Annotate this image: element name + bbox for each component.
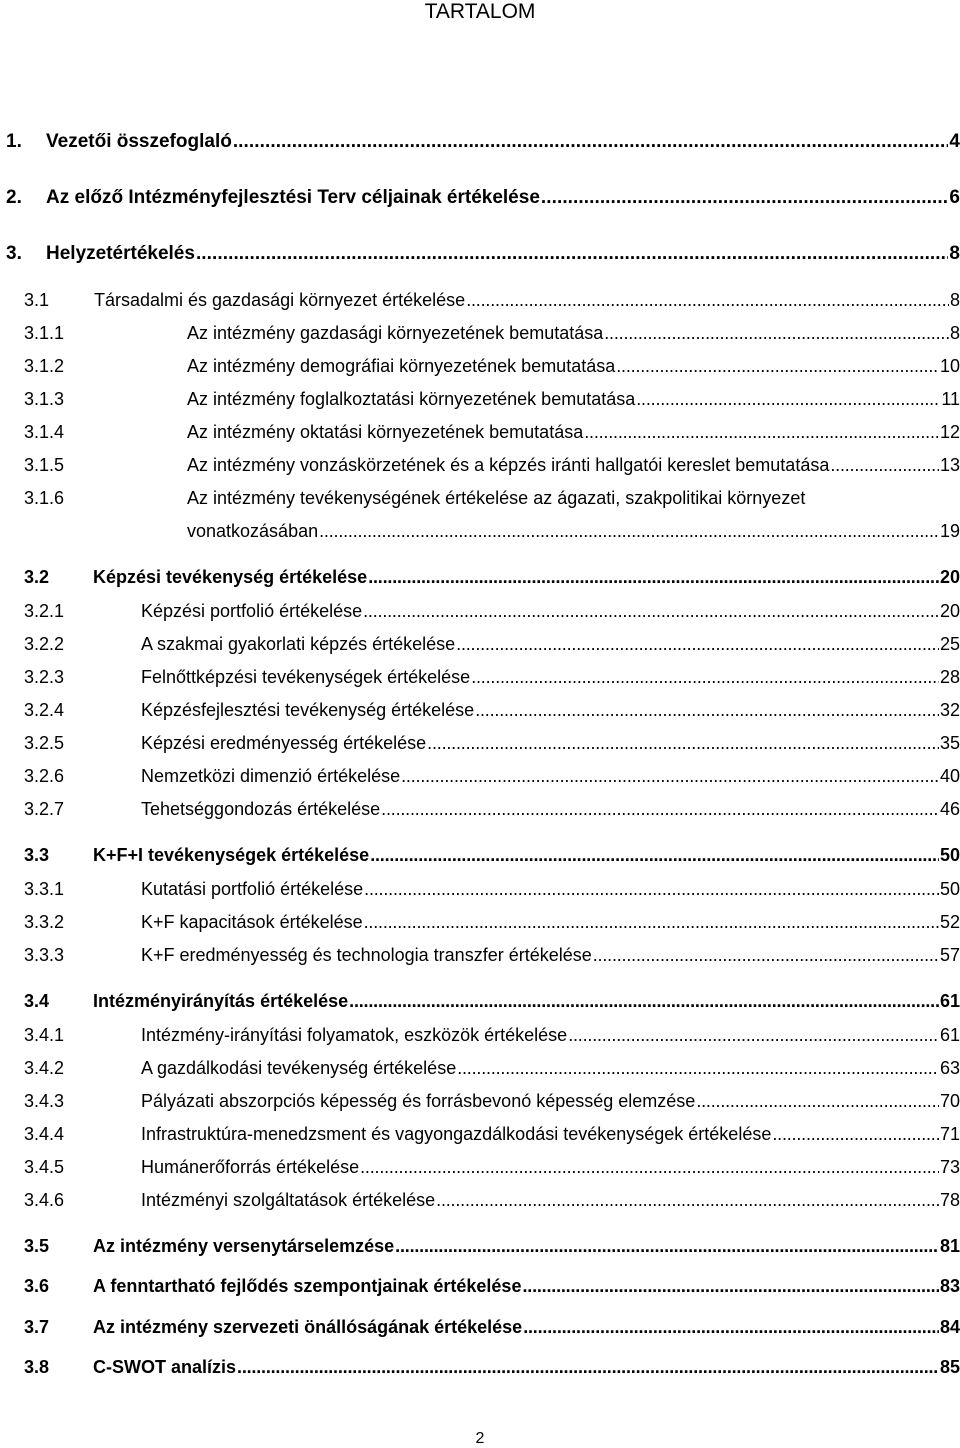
toc-entry[interactable] xyxy=(24,766,960,787)
toc-leader xyxy=(772,1124,939,1145)
toc-entry-number: 3.1.3 xyxy=(24,389,65,409)
toc-entry-number: 3.1.2 xyxy=(24,356,65,376)
toc-entry-title: Az intézmény oktatási környezetének bemutatása xyxy=(187,422,584,442)
toc-entry-number: 3.3.2 xyxy=(24,912,65,932)
toc-entry[interactable] xyxy=(24,1317,960,1338)
toc-entry-title: Az intézmény versenytárselemzése xyxy=(93,1236,395,1256)
toc-entry-page: 85 xyxy=(939,1357,960,1377)
toc-entry-title: Az intézmény demográfiai környezetének bemutatása xyxy=(187,356,616,376)
toc-entry-page: 84 xyxy=(939,1317,960,1337)
toc-entry-title: Infrastruktúra-menedzsment és vagyongazdálkodási tevékenységek értékelése xyxy=(141,1124,772,1144)
toc-leader xyxy=(466,290,949,311)
toc-entry[interactable] xyxy=(24,1190,960,1211)
toc-entry-number: 3.3 xyxy=(24,845,50,865)
toc-entry-page: 52 xyxy=(939,912,960,932)
toc-leader xyxy=(541,187,949,209)
toc-leader xyxy=(360,1157,939,1178)
toc-entry-number: 3.4.1 xyxy=(24,1025,65,1045)
toc-entry-number: 3.1.5 xyxy=(24,455,65,475)
toc-entry-number: 3.2.5 xyxy=(24,733,65,753)
toc-entry-page: 28 xyxy=(939,667,960,687)
toc-entry[interactable] xyxy=(24,700,960,721)
toc-entry-title: Intézmény-irányítási folyamatok, eszközök értékelése xyxy=(141,1025,568,1045)
toc-entry[interactable] xyxy=(24,567,960,588)
toc-entry-title: Helyzetértékelés xyxy=(46,243,195,264)
toc-entry-number: 3.2.2 xyxy=(24,634,65,654)
toc-leader xyxy=(368,567,939,588)
toc-entry-number: 3.2.1 xyxy=(24,601,65,621)
toc-entry-number: 3.4 xyxy=(24,991,50,1011)
toc-leader xyxy=(584,422,939,443)
toc-entry[interactable] xyxy=(24,733,960,754)
toc-entry-number: 3.2.4 xyxy=(24,700,65,720)
toc-entry-title-continued: vonatkozásában xyxy=(187,521,319,541)
toc-leader xyxy=(436,1190,939,1211)
toc-entry-page: 63 xyxy=(939,1058,960,1078)
toc-entry-title: K+F kapacitások értékelése xyxy=(141,912,363,932)
toc-entry-page: 61 xyxy=(939,991,960,1011)
toc-entry-title: K+F+I tevékenységek értékelése xyxy=(93,845,370,865)
toc-entry-page: 35 xyxy=(939,733,960,753)
toc-entry-number: 3.6 xyxy=(24,1276,50,1296)
toc-entry[interactable] xyxy=(24,422,960,443)
toc-entry-number: 3.8 xyxy=(24,1357,50,1377)
toc-entry-page: 8 xyxy=(949,290,960,310)
toc-entry-page: 70 xyxy=(939,1091,960,1111)
toc-leader xyxy=(636,389,940,410)
toc-title: TARTALOM xyxy=(424,0,536,23)
toc-leader xyxy=(604,323,949,344)
toc-leader xyxy=(471,667,939,688)
toc-entry[interactable] xyxy=(24,634,960,655)
toc-entry[interactable] xyxy=(24,601,960,622)
toc-entry-number: 3.4.4 xyxy=(24,1124,65,1144)
toc-entry-number: 3.2.7 xyxy=(24,799,65,819)
toc-entry-title: Tehetséggondozás értékelése xyxy=(141,799,381,819)
toc-entry-number: 3.4.5 xyxy=(24,1157,65,1177)
toc-entry-title: Intézményirányítás értékelése xyxy=(93,991,349,1011)
toc-entry-page: 20 xyxy=(939,567,960,587)
toc-entry[interactable] xyxy=(6,243,960,265)
toc-leader xyxy=(475,700,939,721)
toc-entry[interactable] xyxy=(24,991,960,1012)
toc-entry-page: 10 xyxy=(939,356,960,376)
toc-entry-title: Képzési tevékenység értékelése xyxy=(93,567,368,587)
toc-entry-page: 81 xyxy=(939,1236,960,1256)
toc-entry-title: Az előző Intézményfejlesztési Terv céljainak értékelése xyxy=(46,187,540,208)
toc-leader xyxy=(319,521,939,542)
toc-leader xyxy=(401,766,939,787)
toc-entry-page: 57 xyxy=(939,945,960,965)
toc-entry[interactable] xyxy=(24,945,960,966)
toc-entry-page: 19 xyxy=(939,521,960,541)
toc-entry-page: 83 xyxy=(939,1276,960,1296)
toc-leader xyxy=(395,1236,939,1257)
toc-entry-title: Felnőttképzési tevékenységek értékelése xyxy=(141,667,471,687)
toc-entry-title: Nemzetközi dimenzió értékelése xyxy=(141,766,401,786)
toc-leader xyxy=(568,1025,939,1046)
toc-leader xyxy=(196,243,948,265)
toc-entry-number: 3.4.6 xyxy=(24,1190,65,1210)
toc-entry-page: 78 xyxy=(939,1190,960,1210)
toc-entry-number: 3.3.3 xyxy=(24,945,65,965)
toc-entry-title: A gazdálkodási tevékenység értékelése xyxy=(141,1058,457,1078)
toc-entry-number: 3.4.2 xyxy=(24,1058,65,1078)
toc-entry[interactable] xyxy=(24,455,960,476)
toc-entry-page: 12 xyxy=(939,422,960,442)
toc-entry[interactable] xyxy=(24,879,960,900)
toc-entry[interactable] xyxy=(24,1357,960,1378)
page-number: 2 xyxy=(475,1430,485,1447)
toc-entry-number: 3.2.6 xyxy=(24,766,65,786)
toc-entry[interactable] xyxy=(24,1236,960,1257)
toc-entry-page: 73 xyxy=(939,1157,960,1177)
toc-entry-title: Társadalmi és gazdasági környezet értékelése xyxy=(94,290,466,310)
toc-entry[interactable] xyxy=(6,187,960,209)
toc-entry-number: 3.1.1 xyxy=(24,323,65,343)
toc-entry-number: 2. xyxy=(6,187,22,208)
toc-leader xyxy=(370,845,939,866)
toc-entry-page: 8 xyxy=(949,243,960,264)
toc-entry-number: 3.2.3 xyxy=(24,667,65,687)
toc-leader xyxy=(593,945,939,966)
toc-leader xyxy=(522,1276,939,1297)
toc-entry[interactable] xyxy=(24,290,960,311)
toc-entry-title: A szakmai gyakorlati képzés értékelése xyxy=(141,634,456,654)
toc-entry[interactable] xyxy=(24,389,960,410)
toc-leader xyxy=(233,131,949,153)
toc-entry-title: Az intézmény foglalkoztatási környezetének bemutatása xyxy=(187,389,636,409)
toc-leader xyxy=(427,733,939,754)
toc-entry[interactable] xyxy=(24,1276,960,1297)
toc-entry[interactable] xyxy=(24,667,960,688)
toc-entry-title: Intézményi szolgáltatások értékelése xyxy=(141,1190,436,1210)
toc-entry-title: K+F eredményesség és technologia transzfer értékelése xyxy=(141,945,592,965)
toc-leader xyxy=(363,601,939,622)
toc-entry-page: 8 xyxy=(949,323,960,343)
toc-entry-page: 4 xyxy=(949,131,960,152)
toc-entry-title: Az intézmény szervezeti önállóságának értékelése xyxy=(93,1317,523,1337)
toc-entry-number: 3.2 xyxy=(24,567,50,587)
toc-entry-page: 71 xyxy=(939,1124,960,1144)
toc-entry-page: 32 xyxy=(939,700,960,720)
toc-entry-page: 61 xyxy=(939,1025,960,1045)
toc-entry-page: 13 xyxy=(939,455,960,475)
toc-leader xyxy=(616,356,939,377)
toc-entry-continuation[interactable] xyxy=(187,521,960,542)
toc-entry-number: 1. xyxy=(6,131,22,152)
toc-leader xyxy=(237,1357,939,1378)
toc-entry-number: 3.7 xyxy=(24,1317,50,1337)
toc-leader xyxy=(364,912,939,933)
toc-leader xyxy=(457,1058,939,1079)
toc-entry[interactable] xyxy=(24,1157,960,1178)
toc-entry-page: 11 xyxy=(941,389,960,409)
toc-leader xyxy=(696,1091,939,1112)
toc-entry-title: Az intézmény vonzáskörzetének és a képzés iránti hallgatói kereslet bemutatása xyxy=(187,455,830,475)
toc-entry-page: 6 xyxy=(949,187,960,208)
toc-entry[interactable] xyxy=(24,323,960,344)
toc-entry-title: Képzési portfolió értékelése xyxy=(141,601,363,621)
toc-entry-number: 3.3.1 xyxy=(24,879,65,899)
toc-entry-page: 50 xyxy=(939,879,960,899)
toc-entry-title: Vezetői összefoglaló xyxy=(46,131,232,152)
toc-entry-number: 3. xyxy=(6,243,22,264)
toc-entry-page: 46 xyxy=(939,799,960,819)
toc-entry-number: 3.5 xyxy=(24,1236,50,1256)
toc-entry-number: 3.1.4 xyxy=(24,422,65,442)
toc-entry[interactable] xyxy=(24,1124,960,1145)
toc-entry[interactable] xyxy=(24,1091,960,1112)
toc-leader xyxy=(381,799,939,820)
toc-entry-title: Képzési eredményesség értékelése xyxy=(141,733,427,753)
toc-entry-title: A fenntartható fejlődés szempontjainak értékelése xyxy=(93,1276,522,1296)
toc-entry-title: Az intézmény tevékenységének értékelése az ágazati, szakpolitikai környezet xyxy=(187,488,806,508)
toc-leader xyxy=(364,879,939,900)
toc-entry-number: 3.1 xyxy=(24,290,50,310)
toc-entry-page: 25 xyxy=(939,634,960,654)
toc-entry[interactable] xyxy=(24,356,960,377)
toc-entry-title: Képzésfejlesztési tevékenység értékelése xyxy=(141,700,475,720)
toc-entry-number: 3.4.3 xyxy=(24,1091,65,1111)
toc-entry-page: 50 xyxy=(939,845,960,865)
toc-entry[interactable] xyxy=(24,845,960,866)
toc-entry-title: C-SWOT analízis xyxy=(93,1357,237,1377)
toc-entry[interactable] xyxy=(24,488,960,509)
toc-entry-page: 20 xyxy=(939,601,960,621)
toc-leader xyxy=(349,991,939,1012)
toc-leader xyxy=(456,634,939,655)
toc-entry-number: 3.1.6 xyxy=(24,488,65,508)
toc-leader xyxy=(523,1317,939,1338)
toc-entry[interactable] xyxy=(24,1058,960,1079)
toc-entry-page: 40 xyxy=(939,766,960,786)
toc-entry-title: Az intézmény gazdasági környezetének bemutatása xyxy=(187,323,604,343)
toc-entry-title: Kutatási portfolió értékelése xyxy=(141,879,364,899)
toc-entry[interactable] xyxy=(24,1025,960,1046)
toc-entry-title: Pályázati abszorpciós képesség és forrásbevonó képesség elemzése xyxy=(141,1091,696,1111)
toc-entry[interactable] xyxy=(24,799,960,820)
toc-entry[interactable] xyxy=(24,912,960,933)
toc-entry-title: Humánerőforrás értékelése xyxy=(141,1157,360,1177)
toc-leader xyxy=(830,455,939,476)
toc-entry[interactable] xyxy=(6,131,960,153)
